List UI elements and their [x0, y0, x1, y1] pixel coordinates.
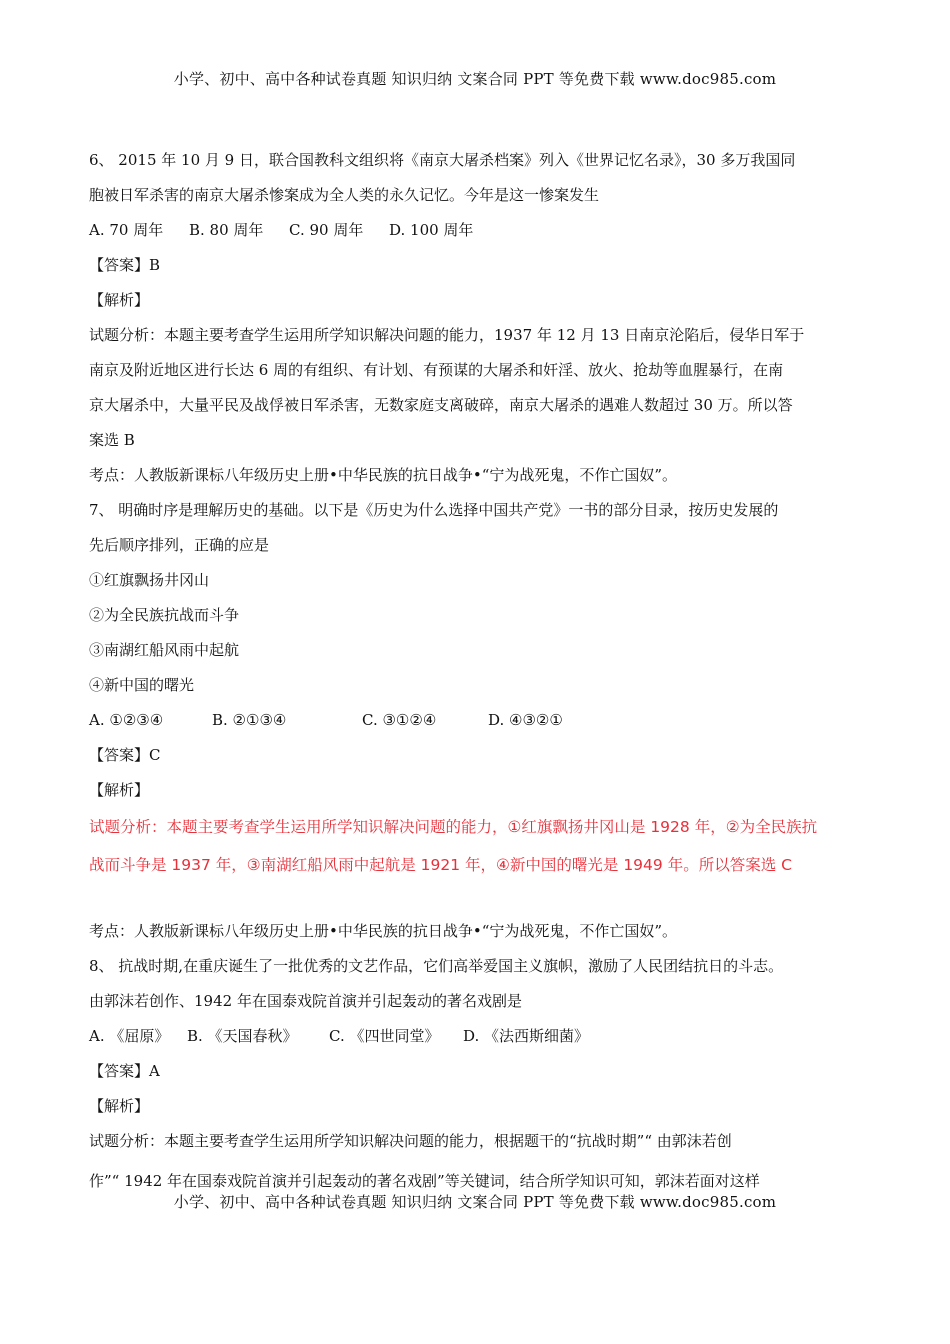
q6-knowledge-point: 考点：人教版新课标八年级历史上册•中华民族的抗日战争•“宁为战死鬼，不作亡国奴”。	[89, 466, 678, 484]
question-6	[89, 143, 869, 493]
q6-option-a: A. 70 周年	[89, 221, 164, 239]
q6-stem-line-1: 6、 2015 年 10 月 9 日，联合国教科文组织将《南京大屠杀档案》列入《世界记忆名录》，30 多万我国同	[89, 151, 796, 169]
spacer	[89, 884, 869, 914]
q6-stem-line-2: 胞被日军杀害的南京大屠杀惨案成为全人类的永久记忆。今年是这一惨案发生	[89, 186, 600, 204]
document-body	[89, 143, 869, 1199]
q7-item-4: ④新中国的曙光	[89, 676, 195, 694]
q8-option-d: D. 《法西斯细菌》	[463, 1027, 590, 1045]
q7-analysis-title: 【解析】	[89, 781, 150, 799]
q6-option-c: C. 90 周年	[289, 221, 364, 239]
question-8	[89, 949, 869, 1199]
q8-stem-line-1: 8、 抗战时期,在重庆诞生了一批优秀的文艺作品，它们高举爱国主义旗帜，激励了人民团结抗日的斗志。	[89, 957, 784, 975]
q7-analysis-line-1: 试题分析：本题主要考查学生运用所学知识解决问题的能力，①红旗飘扬井冈山是 1928 年，②为全民族抗	[89, 818, 818, 836]
q8-analysis-line-2: 作”“ 1942 年在国泰戏院首演并引起轰动的著名戏剧”等关键词，结合所学知识可知，郭沫若面对这样	[89, 1172, 760, 1190]
q7-item-2: ②为全民族抗战而斗争	[89, 606, 240, 624]
q6-option-d: D. 100 周年	[389, 221, 474, 239]
q6-analysis-line-3: 京大屠杀中，大量平民及战俘被日军杀害，无数家庭支离破碎，南京大屠杀的遇难人数超过 30 万。所以答	[89, 396, 793, 414]
question-7	[89, 493, 869, 949]
q6-analysis-line-2: 南京及附近地区进行长达 6 周的有组织、有计划、有预谋的大屠杀和奸淫、放火、抢劫等血腥暴行，在南	[89, 361, 784, 379]
page-header: 小学、初中、高中各种试卷真题 知识归纳 文案合同 PPT 等免费下载 www.doc985.com	[173, 70, 777, 88]
q7-item-3: ③南湖红船风雨中起航	[89, 641, 240, 659]
q7-option-b: B. ②①③④	[212, 711, 287, 729]
q7-options	[89, 703, 869, 738]
q7-option-c: C. ③①②④	[362, 711, 437, 729]
q8-stem-line-2: 由郭沫若创作、1942 年在国泰戏院首演并引起轰动的著名戏剧是	[89, 992, 522, 1010]
q7-knowledge-point: 考点：人教版新课标八年级历史上册•中华民族的抗日战争•“宁为战死鬼，不作亡国奴”。	[89, 922, 678, 940]
q6-analysis-title: 【解析】	[89, 291, 150, 309]
q6-option-b: B. 80 周年	[189, 221, 264, 239]
q7-analysis-line-2: 战而斗争是 1937 年，③南湖红船风雨中起航是 1921 年，④新中国的曙光是 1949 年。所以答案选 C	[89, 856, 792, 874]
q6-analysis-line-4: 案选 B	[89, 431, 135, 449]
q7-option-a: A. ①②③④	[89, 711, 164, 729]
q7-option-d: D. ④③②①	[488, 711, 563, 729]
q7-answer: 【答案】C	[89, 746, 161, 764]
q8-options	[89, 1019, 869, 1054]
q6-options	[89, 213, 869, 248]
q6-analysis-line-1: 试题分析：本题主要考查学生运用所学知识解决问题的能力，1937 年 12 月 13 日南京沦陷后，侵华日军于	[89, 326, 805, 344]
q7-stem-line-2: 先后顺序排列，正确的应是	[89, 536, 270, 554]
q7-item-1: ①红旗飘扬井冈山	[89, 571, 210, 589]
q8-option-a: A. 《屈原》	[89, 1027, 170, 1045]
q7-stem-line-1: 7、 明确时序是理解历史的基础。以下是《历史为什么选择中国共产党》一书的部分目录，按历史发展的	[89, 501, 779, 519]
q8-option-c: C. 《四世同堂》	[329, 1027, 440, 1045]
page-footer: 小学、初中、高中各种试卷真题 知识归纳 文案合同 PPT 等免费下载 www.doc985.com	[173, 1193, 777, 1211]
q8-analysis-title: 【解析】	[89, 1097, 150, 1115]
q6-answer: 【答案】B	[89, 256, 161, 274]
q8-option-b: B. 《天国春秋》	[187, 1027, 298, 1045]
q8-answer: 【答案】A	[89, 1062, 160, 1080]
q8-analysis-line-1: 试题分析：本题主要考查学生运用所学知识解决问题的能力，根据题干的“抗战时期”“ 由郭沫若创	[89, 1132, 732, 1150]
